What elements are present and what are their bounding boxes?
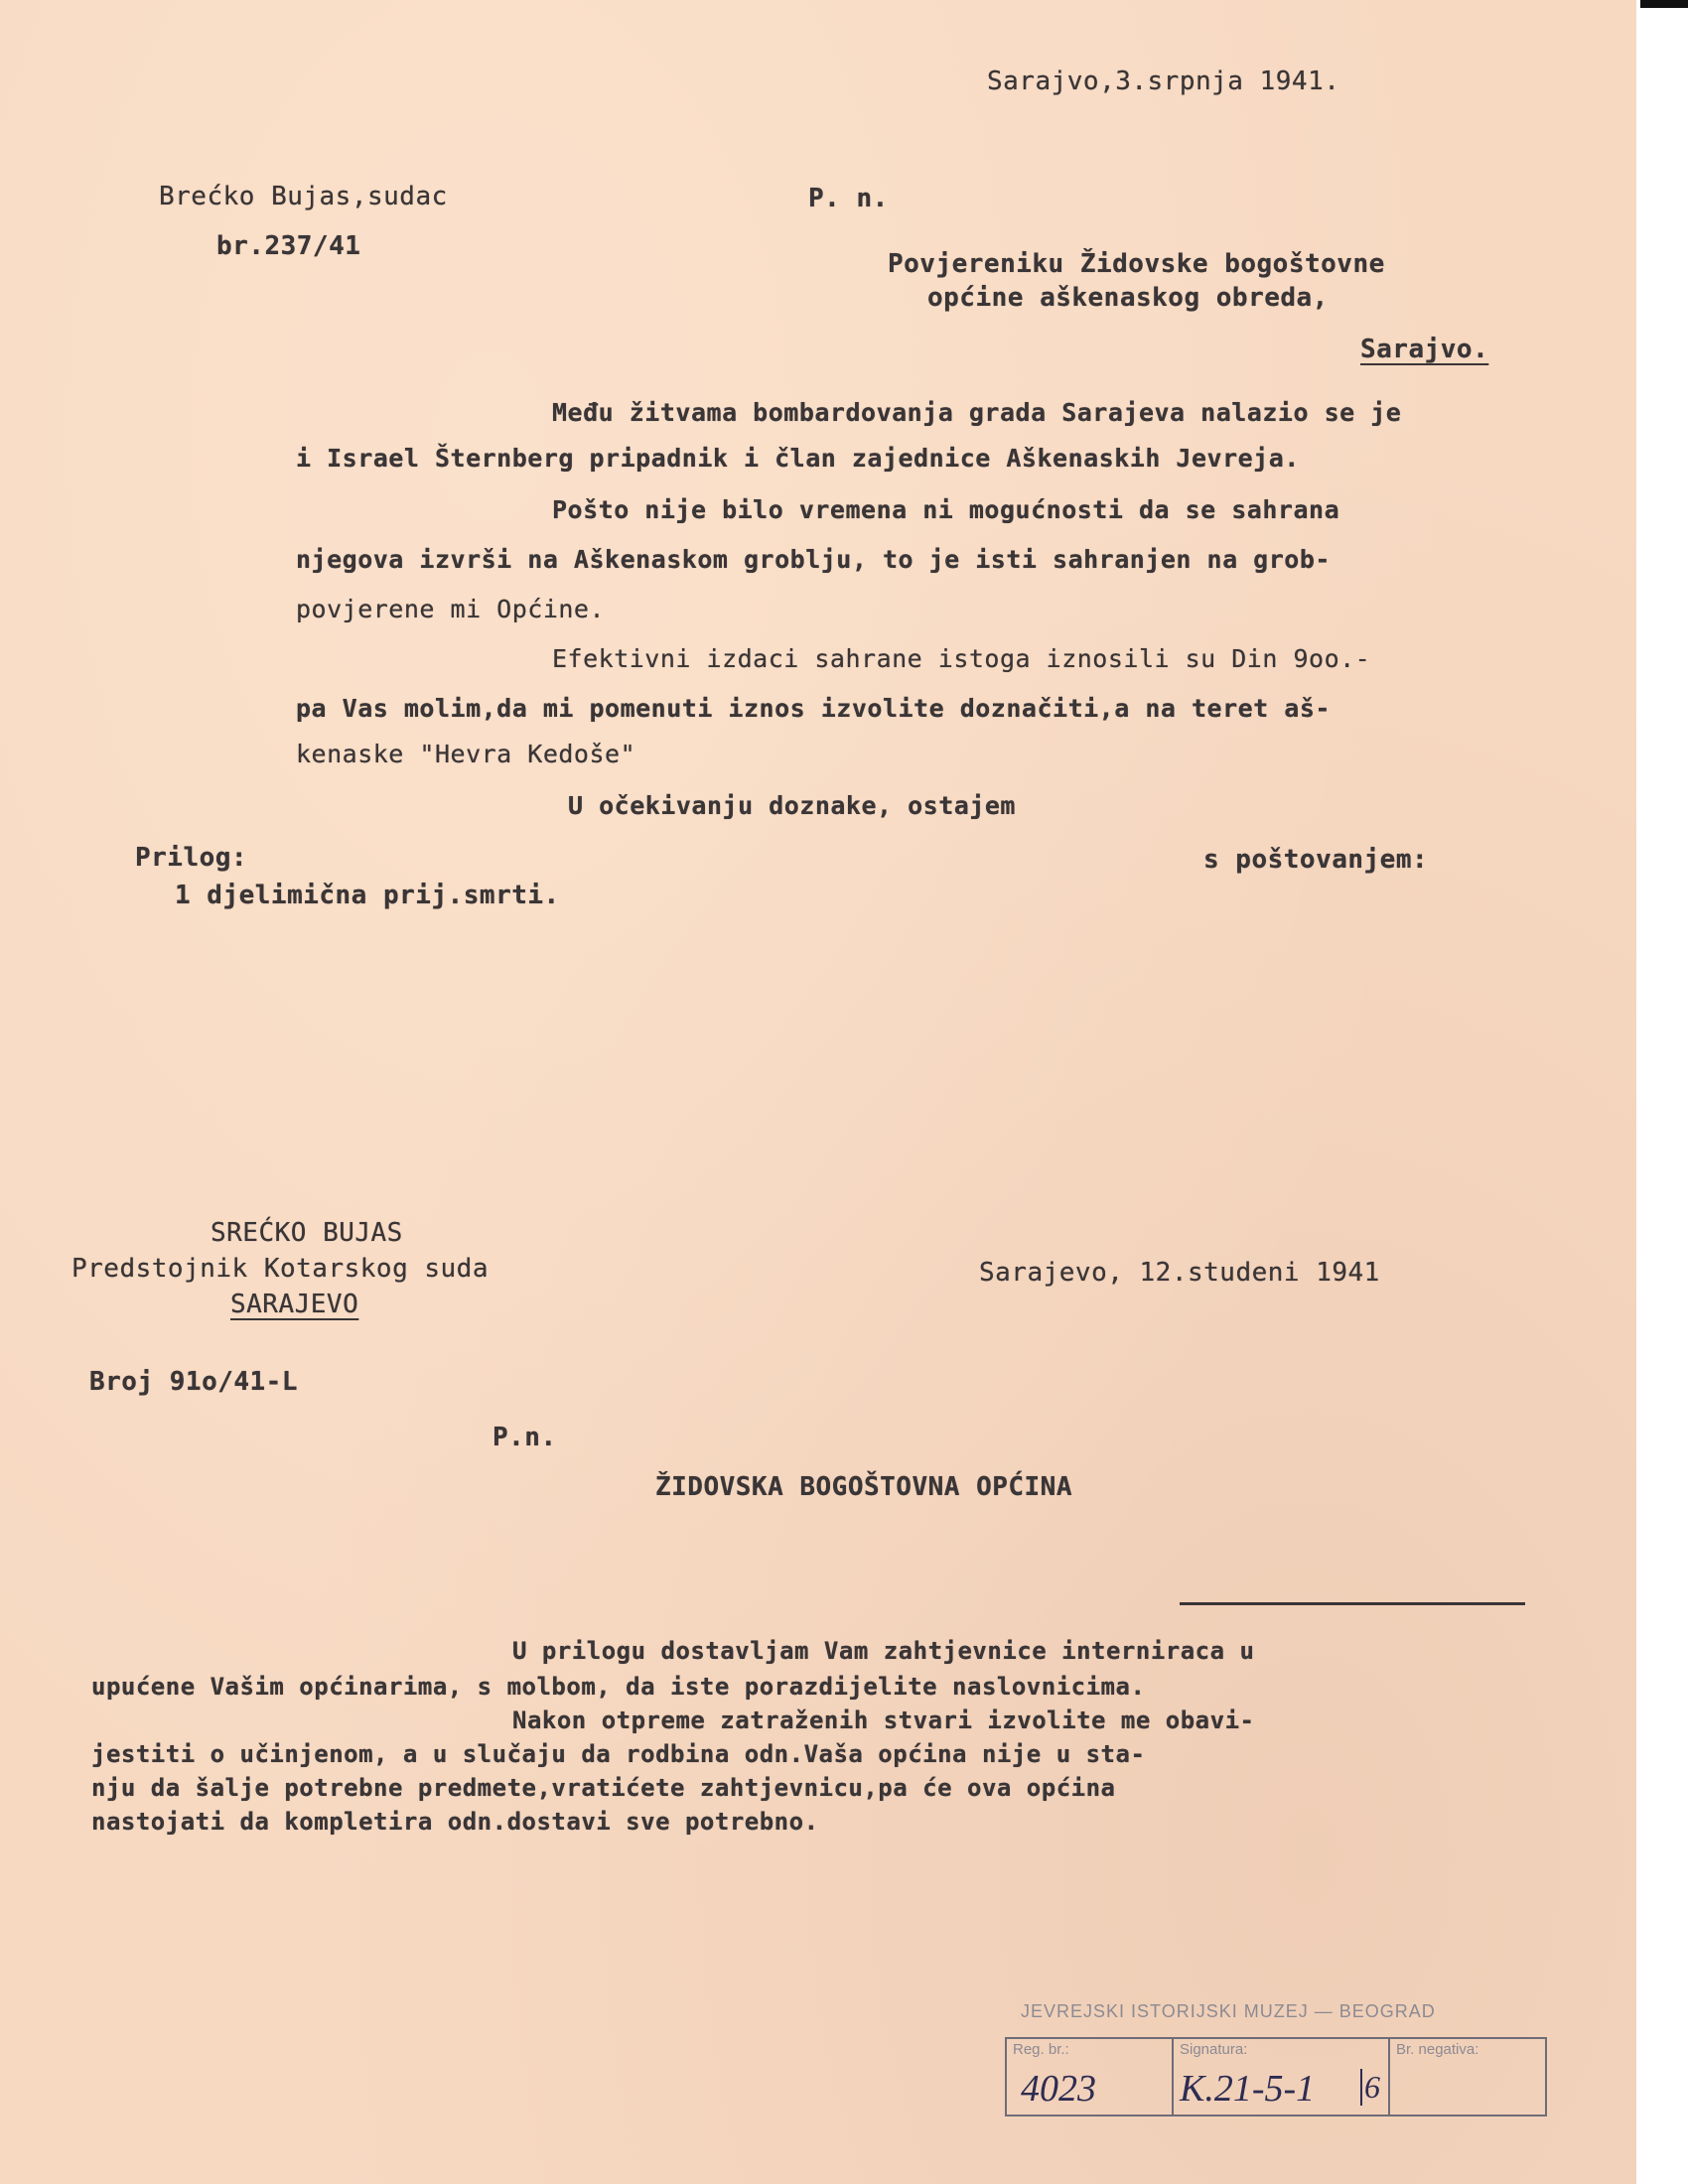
stamp-reg-cell — [1007, 2039, 1174, 2115]
letter1-body-line: pa Vas molim,da mi pomenuti iznos izvolite doznačiti,a na teret aš- — [296, 694, 1331, 723]
letter1-sender: Brećko Bujas,sudac — [159, 182, 448, 211]
letter2-body-line: upućene Vašim općinarima, s molbom, da iste porazdijelite naslovnicima. — [91, 1673, 1146, 1701]
letter1-body-line: povjerene mi Općine. — [296, 595, 606, 623]
stamp-reg-value: 4023 — [1021, 2068, 1096, 2110]
letter2-recipient: ŽIDOVSKA BOGOŠTOVNA OPĆINA — [655, 1472, 1072, 1502]
letter1-body-line: Među žitvama bombardovanja grada Sarajeva nalazio se je — [552, 398, 1402, 427]
letter1-body-line: U očekivanju doznake, ostajem — [568, 791, 1016, 820]
letter2-number: Broj 91o/41-L — [89, 1367, 298, 1397]
letter2-sender-title: Predstojnik Kotarskog suda — [71, 1254, 489, 1284]
letter1-body-line: Efektivni izdaci sahrane istoga iznosili su Din 9oo.- — [552, 644, 1371, 673]
letter1-body-line: i Israel Šternberg pripadnik i član zajednice Aškenaskih Jevreja. — [296, 444, 1300, 473]
letter1-ref-number: br.237/41 — [216, 231, 361, 261]
letter2-salutation: P.n. — [492, 1423, 557, 1452]
scan-margin — [1636, 0, 1688, 2184]
stamp-signatura-label: Signatura: — [1180, 2041, 1248, 2058]
letter1-body-line: njegova izvrši na Aškenaskom groblju, to je isti sahranjen na grob- — [296, 545, 1331, 574]
letter1-salutation: P. n. — [808, 184, 889, 213]
letter2-body-line: U prilogu dostavljam Vam zahtjevnice internirаca u — [512, 1637, 1255, 1665]
letter1-enclosure-label: Prilog: — [135, 843, 248, 873]
letter1-recipient-line1: Povjereniku Židovske bogoštovne — [888, 249, 1385, 279]
letter1-body-line: Pošto nije bilo vremena ni mogućnosti da se sahrana — [552, 495, 1340, 524]
stamp-negativ-label: Br. negativa: — [1396, 2041, 1479, 2058]
letter2-place-date: Sarajevo, 12.studeni 1941 — [979, 1258, 1380, 1288]
letter2-sender-city: SARAJEVO — [230, 1290, 359, 1319]
separator-rule — [1180, 1602, 1525, 1605]
letter1-enclosure-item: 1 djelimična prij.smrti. — [175, 881, 560, 910]
letter1-body-line: kenaske "Hevra Kedoše" — [296, 740, 636, 768]
letter2-body-line: Nakon otpreme zatraženih stvari izvolite me obavi- — [512, 1706, 1255, 1734]
museum-stamp — [1005, 2037, 1547, 2116]
stamp-signatura-cell — [1174, 2039, 1390, 2115]
museum-stamp-title: JEVREJSKI ISTORIJSKI MUZEJ — BEOGRAD — [1021, 2001, 1436, 2021]
stamp-signatura-value: K.21-5-1 — [1180, 2068, 1316, 2110]
letter1-place-date: Sarajvo,3.srpnja 1941. — [987, 67, 1340, 96]
letter2-body-line: nastojati da kompletira odn.dostavi sve potrebno. — [91, 1808, 819, 1836]
stamp-negativ-cell — [1390, 2039, 1545, 2115]
stamp-reg-label: Reg. br.: — [1013, 2041, 1069, 2058]
letter2-body-line: jestiti o učinjenom, a u slučaju da rodbina odn.Vaša općina nije u sta- — [91, 1740, 1146, 1768]
scan-edge-mark — [1640, 0, 1688, 8]
letter1-recipient-line2: općine aškenaskog obreda, — [927, 283, 1329, 313]
stamp-signatura-suffix: 6 — [1360, 2069, 1380, 2106]
letter2-sender-name: SREĆKO BUJAS — [211, 1218, 403, 1248]
letter2-body-line: nju da šalje potrebne predmete,vratićete zahtjevnicu,pa će ova općina — [91, 1774, 1116, 1802]
letter1-closing: s poštovanjem: — [1203, 845, 1429, 875]
letter1-recipient-city: Sarajvo. — [1360, 335, 1489, 364]
